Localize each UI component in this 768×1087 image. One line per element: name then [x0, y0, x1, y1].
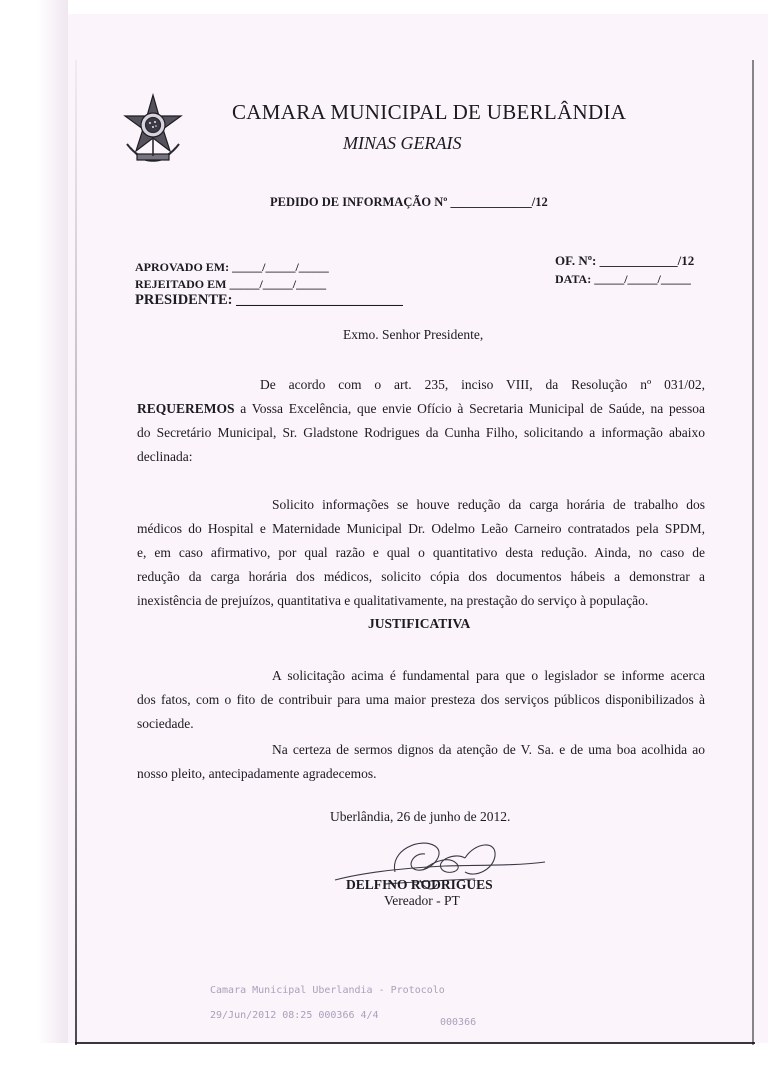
- paragraph-line: A solicitação acima é fundamental para que o legislador se informe acerca: [272, 668, 705, 683]
- coat-of-arms-seal-icon: [117, 92, 189, 164]
- signer-name: DELFINO RODRIGUES: [346, 877, 493, 892]
- paragraph-line: nosso pleito, antecipadamente agradecemos.: [137, 766, 377, 781]
- paragraph-information: [137, 493, 705, 613]
- paragraph-line: Na certeza de sermos dignos da atenção de V. Sa. e de uma boa acolhida ao: [272, 742, 705, 757]
- place-and-date: Uberlândia, 26 de junho de 2012.: [330, 809, 511, 824]
- office-number-field: OF. Nº: ____________/12: [555, 253, 695, 268]
- scan-left-margin: [0, 0, 68, 1087]
- paragraph-line: Solicito informações se houve redução da carga horária de trabalho dos: [272, 497, 705, 512]
- paragraph-line: inexistência de prejuízos, quantitativa e qualitativamente, na prestação do serviço à população.: [137, 593, 649, 608]
- paragraph-line: De acordo com o art. 235, inciso VIII, da Resolução nº 031/02,: [260, 377, 705, 392]
- paragraph-justification: [137, 664, 705, 736]
- protocol-stamp-code: 000366: [440, 1017, 477, 1028]
- president-signature-field: PRESIDENTE: _______________________: [135, 292, 403, 308]
- request-number-field: PEDIDO DE INFORMAÇÃO Nº _____________/12: [270, 195, 548, 209]
- office-date-field: DATA: _____/_____/_____: [555, 272, 691, 286]
- paragraph-line: dos fatos, com o fito de contribuir para uma maior presteza dos serviços públicos disponibilizados à: [137, 692, 705, 707]
- paragraph-line: do Secretário Municipal, Sr. Gladstone Rodrigues da Cunha Filho, solicitando a informação abaixo: [137, 425, 705, 440]
- paper-left-edge: [75, 60, 77, 1045]
- justification-heading: JUSTIFICATIVA: [368, 616, 471, 631]
- paper-right-edge: [752, 60, 754, 1045]
- paper-bottom-edge: [75, 1042, 755, 1044]
- scan-bottom-margin: [0, 1043, 768, 1087]
- paragraph-line: médicos do Hospital e Maternidade Municipal Dr. Odelmo Leão Carneiro contratados pela SPDM,: [137, 521, 705, 536]
- paragraph-line: e, em caso afirmativo, por qual razão e qual o quantitativo desta redução. Ainda, no caso de: [137, 545, 705, 560]
- rejected-date-field: REJEITADO EM _____/_____/_____: [135, 277, 327, 291]
- paragraph-line: [137, 397, 705, 421]
- paragraph-closing: [137, 738, 705, 786]
- paragraph-line: sociedade.: [137, 716, 194, 731]
- paragraph-line: redução da carga horária dos médicos, solicito cópia dos documentos hábeis a demonstrar a: [137, 569, 705, 584]
- requeremos-bold-word: REQUEREMOS: [137, 401, 235, 416]
- document-subtitle: MINAS GERAIS: [343, 133, 462, 153]
- paragraph-line-text: a Vossa Excelência, que envie Ofício à Secretaria Municipal de Saúde, na pessoa: [240, 401, 706, 416]
- scan-top-margin: [0, 0, 768, 14]
- document-title: CAMARA MUNICIPAL DE UBERLÂNDIA: [232, 100, 627, 124]
- protocol-stamp-line: Camara Municipal Uberlandia - Protocolo: [210, 985, 445, 996]
- paragraph-line: declinada:: [137, 449, 193, 464]
- salutation: Exmo. Senhor Presidente,: [343, 327, 484, 342]
- protocol-stamp-line: 29/Jun/2012 08:25 000366 4/4: [210, 1010, 379, 1021]
- signer-role: Vereador - PT: [384, 893, 460, 908]
- paragraph-request: [137, 373, 705, 469]
- approved-date-field: APROVADO EM: _____/_____/_____: [135, 260, 329, 274]
